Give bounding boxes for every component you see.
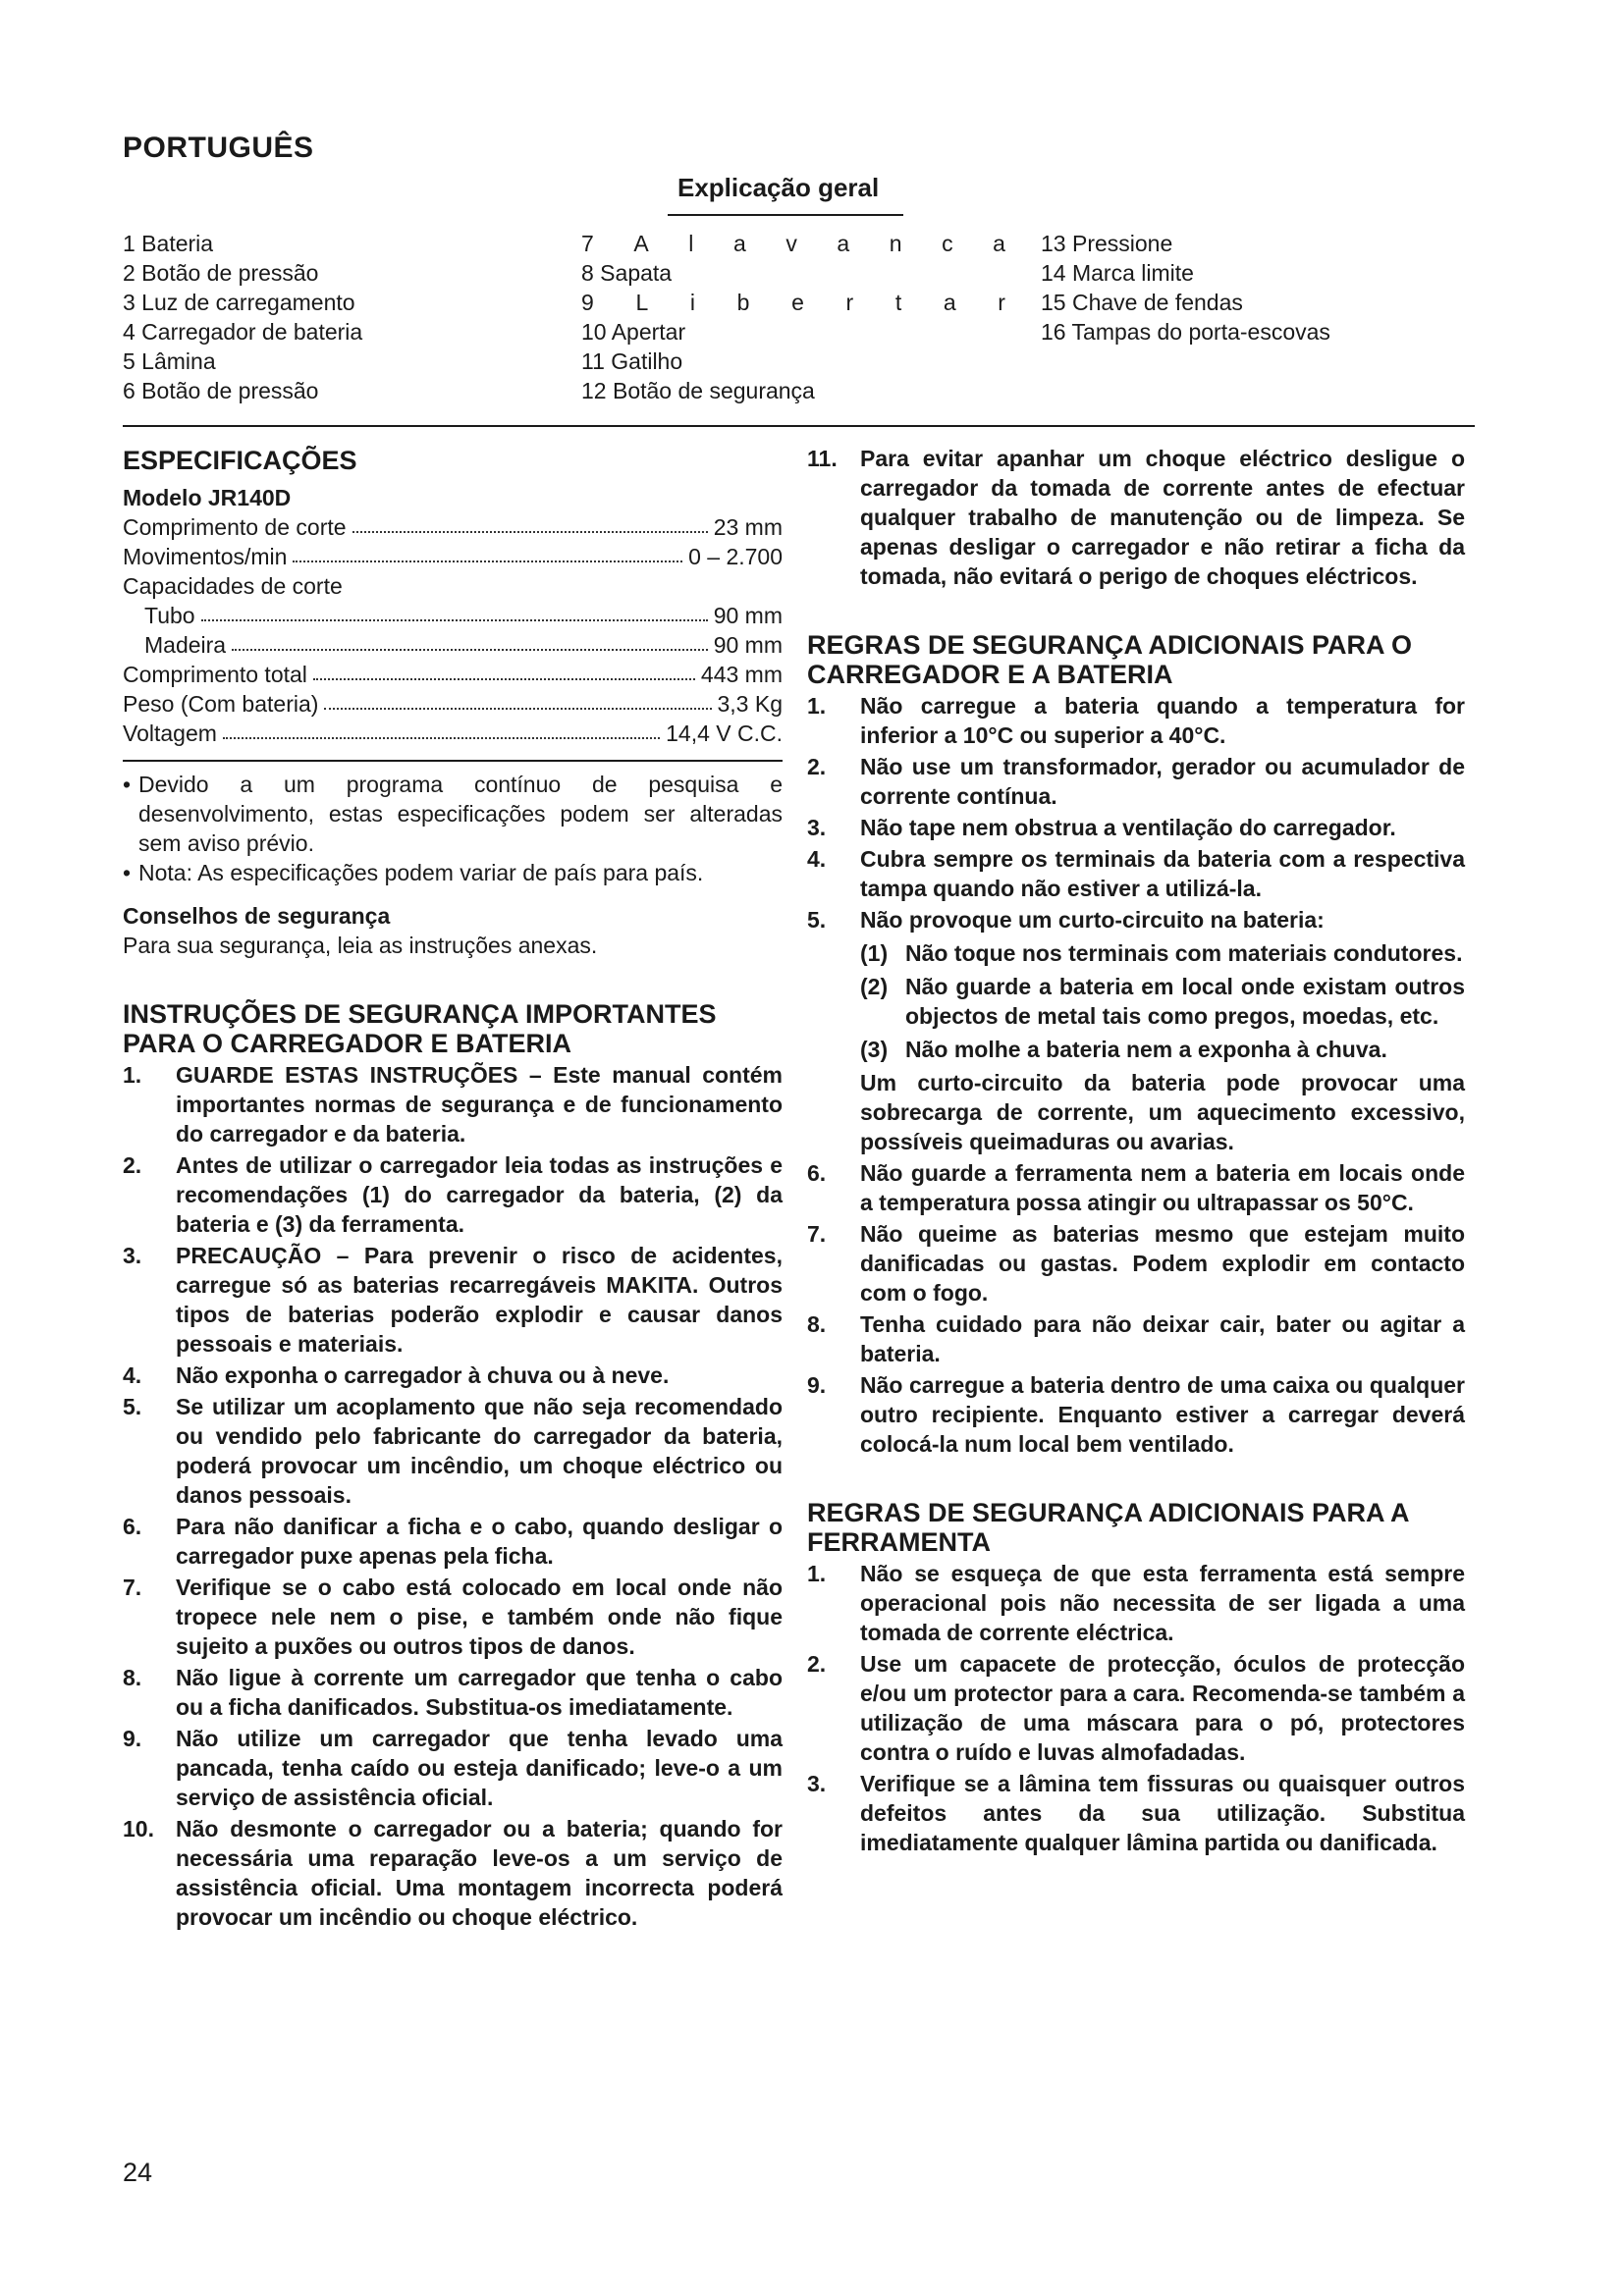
charger-rules-list — [123, 1060, 783, 1932]
numbered-list-item — [123, 1573, 783, 1661]
item-text: Não tape nem obstrua a ventilação do carregador. — [860, 815, 1396, 840]
specs-divider — [123, 760, 783, 762]
left-column — [123, 442, 783, 1932]
spec-value: 90 mm — [713, 603, 783, 628]
item-text: Verifique se a lâmina tem fissuras ou quaisquer outros defeitos antes da sua utilização. Substitua imediatamente qualquer lâmina partida ou danificada. — [860, 1771, 1465, 1855]
numbered-list-item — [807, 1309, 1465, 1368]
item-text: Se utilizar um acoplamento que não seja recomendado ou vendido pelo fabricante do carregador da bateria, poderá provocar um incêndio, um choque eléctrico ou danos pessoais. — [176, 1394, 783, 1508]
item-number: 10. — [123, 1816, 154, 1842]
part-item: 3 Luz de carregamento — [123, 290, 355, 315]
part-item: 6 Botão de pressão — [123, 378, 319, 403]
sub-item-number: (1) — [860, 940, 889, 966]
numbered-list-item — [123, 1512, 783, 1571]
sub-list-item — [860, 972, 1465, 1031]
numbered-list-item — [807, 905, 1465, 934]
item-text: Não carregue a bateria dentro de uma caixa ou qualquer outro recipiente. Enquanto estiver a carregar deverá colocá-la num local bem ventilado. — [860, 1372, 1465, 1457]
dot-leader — [232, 630, 708, 651]
right-column — [807, 442, 1465, 1857]
spec-label: Capacidades de corte — [123, 573, 343, 599]
spec-value: 3,3 Kg — [717, 691, 783, 717]
item-number: 7. — [123, 1575, 142, 1600]
numbered-list-item — [807, 1158, 1465, 1217]
item-text: Não provoque um curto-circuito na bateria: — [860, 907, 1325, 933]
item-text: PRECAUÇÃO – Para prevenir o risco de acidentes, carregue só as baterias recarregáveis MAKITA. Outros tipos de baterias poderão explodir e causar danos pessoais e materiais. — [176, 1243, 783, 1357]
item-number: 3. — [807, 1771, 827, 1796]
numbered-list-item — [807, 444, 1465, 591]
spec-value: 14,4 V C.C. — [666, 721, 783, 746]
dot-leader — [352, 512, 708, 533]
spec-note — [123, 770, 783, 858]
numbered-list-item — [807, 691, 1465, 750]
item-text: Antes de utilizar o carregador leia todas as instruções e recomendações (1) do carregador da bateria, (2) da bateria e (3) da ferramenta. — [176, 1152, 783, 1237]
spec-label: Madeira — [144, 632, 227, 658]
item-number: 2. — [123, 1152, 142, 1178]
parts-list-col-2 — [581, 229, 1005, 405]
item-number: 6. — [123, 1514, 142, 1539]
dot-leader — [324, 689, 711, 710]
part-item: 15 Chave de fendas — [1041, 290, 1243, 315]
spec-label: Peso (Com bateria) — [123, 691, 319, 717]
page-number: 24 — [123, 2158, 153, 2187]
item-number: 3. — [807, 815, 827, 840]
numbered-list-item — [807, 1559, 1465, 1647]
numbered-list-item — [807, 1649, 1465, 1767]
sub-item-text: Não toque nos terminais com materiais condutores. — [905, 940, 1463, 966]
part-item: 11 Gatilho — [581, 348, 683, 374]
dot-leader — [313, 660, 695, 680]
item-text: Para não danificar a ficha e o cabo, quando desligar o carregador puxe apenas pela ficha. — [176, 1514, 783, 1569]
bullet-mark: • — [123, 772, 132, 797]
spec-value: 90 mm — [713, 632, 783, 658]
item-number: 5. — [123, 1394, 142, 1419]
numbered-list-item — [123, 1392, 783, 1510]
spec-row-strokes — [123, 542, 783, 571]
sub-item-text: Não guarde a bateria em local onde existam outros objectos de metal tais como pregos, moedas, etc. — [905, 974, 1465, 1029]
safety-advice-heading: Conselhos de segurança — [123, 903, 391, 929]
spec-value: 0 – 2.700 — [688, 544, 783, 569]
item-text: Cubra sempre os terminais da bateria com a respectiva tampa quando não estiver a utilizá-la. — [860, 846, 1465, 901]
item-number: 8. — [807, 1311, 827, 1337]
dot-leader — [201, 601, 708, 621]
dot-leader — [293, 542, 682, 562]
numbered-list-item — [807, 1370, 1465, 1459]
item-text: Use um capacete de protecção, óculos de protecção e/ou um protector para a cara. Recomenda-se também a utilização de uma máscara para o pó, protectores contra o ruído e luvas almofadadas. — [860, 1651, 1465, 1765]
spec-row-capacities — [123, 571, 783, 601]
spec-note — [123, 858, 783, 887]
part-item: 8 Sapata — [581, 260, 673, 286]
part-item: 4 Carregador de bateria — [123, 319, 363, 345]
item-text: Tenha cuidado para não deixar cair, bater ou agitar a bateria. — [860, 1311, 1465, 1366]
section-divider — [123, 425, 1475, 427]
item-number: 1. — [807, 693, 827, 719]
item-text: Não guarde a ferramenta nem a bateria em locais onde a temperatura possa atingir ou ultrapassar os 50°C. — [860, 1160, 1465, 1215]
charger-rules-heading: INSTRUÇÕES DE SEGURANÇA IMPORTANTES PARA O CARREGADOR E BATERIA — [123, 999, 717, 1058]
item-number: 9. — [807, 1372, 827, 1398]
spec-label: Comprimento de corte — [123, 514, 347, 540]
numbered-list-item — [807, 752, 1465, 811]
item-text: Para evitar apanhar um choque eléctrico desligue o carregador da tomada de corrente antes de efectuar qualquer trabalho de manutenção ou de limpeza. Se apenas desligar o carregador e não retirar a ficha da tomada, não evitará o perigo de choques eléctricos. — [860, 446, 1465, 589]
spec-row-wood — [123, 630, 783, 660]
battery-rules-list-after — [807, 1158, 1465, 1459]
tool-rules-list — [807, 1559, 1465, 1857]
spec-row-pipe — [123, 601, 783, 630]
part-item: 2 Botão de pressão — [123, 260, 319, 286]
numbered-list-item — [807, 844, 1465, 903]
item-text: Não ligue à corrente um carregador que tenha o cabo ou a ficha danificados. Substitua-os imediatamente. — [176, 1665, 783, 1720]
item-number: 1. — [123, 1062, 142, 1088]
spec-label: Movimentos/min — [123, 544, 288, 569]
spec-row-weight — [123, 689, 783, 719]
part-item-spaced: 9 L i b e r t a r — [581, 290, 1005, 315]
item-number: 4. — [807, 846, 827, 872]
safety-advice-text: Para sua segurança, leia as instruções anexas. — [123, 933, 598, 958]
item-number: 8. — [123, 1665, 142, 1690]
spec-note-text: Devido a um programa contínuo de pesquisa e desenvolvimento, estas especificações podem ser alteradas sem aviso prévio. — [138, 772, 783, 856]
part-item: 13 Pressione — [1041, 231, 1173, 256]
sub-item-number: (3) — [860, 1037, 889, 1062]
sub-list-item — [860, 1035, 1465, 1064]
item-text: Não queime as baterias mesmo que estejam muito danificadas ou gastas. Podem explodir em contacto com o fogo. — [860, 1221, 1465, 1306]
bullet-mark: • — [123, 860, 132, 885]
model-label: Modelo JR140D — [123, 485, 292, 510]
parts-list-col-3 — [1041, 229, 1330, 347]
numbered-list-item — [123, 1060, 783, 1148]
part-item: 10 Apertar — [581, 319, 686, 345]
specs-heading: ESPECIFICAÇÕES — [123, 446, 357, 475]
item-text: Não exponha o carregador à chuva ou à neve. — [176, 1362, 670, 1388]
spec-value: 23 mm — [713, 514, 783, 540]
title-underline — [668, 214, 903, 216]
parts-list-col-1 — [123, 229, 362, 405]
part-item: 16 Tampas do porta-escovas — [1041, 319, 1330, 345]
numbered-list-item — [123, 1150, 783, 1239]
item-text: Não desmonte o carregador ou a bateria; quando for necessária uma reparação leve-os a um serviço de assistência oficial. Uma montagem incorrecta poderá provocar um incêndio ou choque eléctrico. — [176, 1816, 783, 1930]
numbered-list-item — [807, 1769, 1465, 1857]
item-number: 11. — [807, 446, 838, 471]
dot-leader — [223, 719, 660, 739]
general-explanation-title: Explicação geral — [677, 173, 880, 202]
spec-row-voltage — [123, 719, 783, 748]
spec-label: Tubo — [144, 603, 195, 628]
short-circuit-sublist — [807, 938, 1465, 1064]
sub-list-item — [860, 938, 1465, 968]
numbered-list-item — [807, 1219, 1465, 1308]
part-item: 5 Lâmina — [123, 348, 216, 374]
spec-label: Voltagem — [123, 721, 217, 746]
item-number: 2. — [807, 754, 827, 779]
spec-value: 443 mm — [700, 662, 783, 687]
item-number: 6. — [807, 1160, 827, 1186]
item-text: GUARDE ESTAS INSTRUÇÕES – Este manual contém importantes normas de segurança e de funcionamento do carregador e da bateria. — [176, 1062, 783, 1147]
battery-rules-list — [807, 691, 1465, 934]
part-item: 12 Botão de segurança — [581, 378, 815, 403]
numbered-list-item — [123, 1724, 783, 1812]
item-text: Não use um transformador, gerador ou acumulador de corrente contínua. — [860, 754, 1465, 809]
item-text: Verifique se o cabo está colocado em local onde não tropece nele nem o pise, e também onde não fique sujeito a puxões ou outros tipos de danos. — [176, 1575, 783, 1659]
spec-note-text: Nota: As especificações podem variar de país para país. — [138, 860, 704, 885]
spec-row-cut-length — [123, 512, 783, 542]
sub-item-number: (2) — [860, 974, 889, 999]
numbered-list-item — [123, 1663, 783, 1722]
numbered-list-item — [123, 1241, 783, 1359]
part-item-spaced: 7 A l a v a n c a — [581, 231, 1005, 256]
tool-rules-heading: REGRAS DE SEGURANÇA ADICIONAIS PARA A FERRAMENTA — [807, 1498, 1409, 1557]
item-text: Não se esqueça de que esta ferramenta está sempre operacional pois não necessita de ser ligada a uma tomada de corrente eléctrica. — [860, 1561, 1465, 1645]
numbered-list-item — [807, 813, 1465, 842]
spec-label: Comprimento total — [123, 662, 307, 687]
item-text: Não carregue a bateria quando a temperatura for inferior a 10°C ou superior a 40°C. — [860, 693, 1465, 748]
sub-item-text: Não molhe a bateria nem a exponha à chuva. — [905, 1037, 1387, 1062]
short-circuit-note: Um curto-circuito da bateria pode provocar uma sobrecarga de corrente, um aquecimento excessivo, possíveis queimaduras ou avarias. — [860, 1070, 1465, 1154]
language-heading: PORTUGUÊS — [123, 132, 314, 164]
item-number: 3. — [123, 1243, 142, 1268]
item-text: Não utilize um carregador que tenha levado uma pancada, tenha caído ou esteja danificado; leve-o a um serviço de assistência oficial. — [176, 1726, 783, 1810]
part-item: 1 Bateria — [123, 231, 214, 256]
spec-row-overall-length — [123, 660, 783, 689]
item-number: 7. — [807, 1221, 827, 1247]
part-item: 14 Marca limite — [1041, 260, 1194, 286]
charger-rules-list-continued — [807, 444, 1465, 591]
numbered-list-item — [123, 1814, 783, 1932]
item-number: 4. — [123, 1362, 142, 1388]
numbered-list-item — [123, 1361, 783, 1390]
battery-rules-heading: REGRAS DE SEGURANÇA ADICIONAIS PARA O CARREGADOR E A BATERIA — [807, 630, 1413, 689]
item-number: 9. — [123, 1726, 142, 1751]
item-number: 2. — [807, 1651, 827, 1677]
item-number: 5. — [807, 907, 827, 933]
item-number: 1. — [807, 1561, 827, 1586]
